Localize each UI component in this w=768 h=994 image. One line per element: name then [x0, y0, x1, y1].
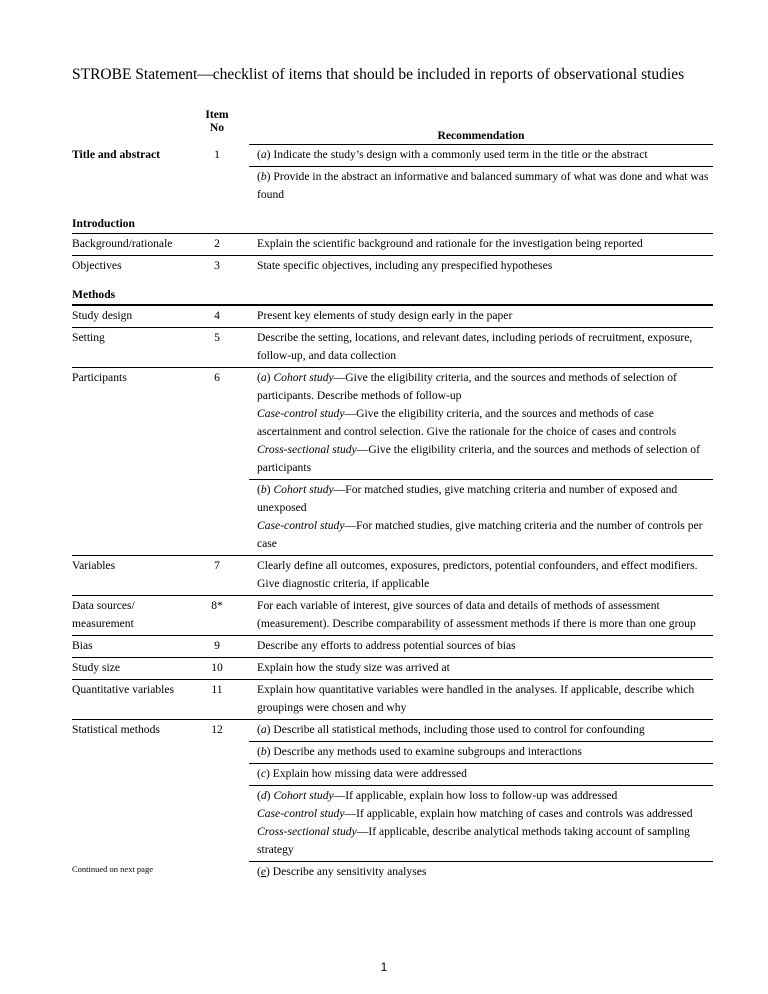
row-label: Bias [72, 639, 93, 652]
table-row [72, 720, 713, 883]
recommendation-text [257, 329, 713, 365]
recommendation-block [249, 596, 713, 635]
text-segment: Case-control study [257, 519, 345, 532]
table-row [72, 556, 713, 596]
recommendation-text [257, 235, 713, 253]
recommendation-text [257, 681, 713, 717]
row-label: Setting [72, 331, 105, 344]
recommendation-block [249, 328, 713, 367]
text-segment: —For matched studies, give matching criteria and number of exposed and unexposed [257, 483, 678, 514]
text-segment: Cohort study [273, 483, 334, 496]
item-number: 2 [214, 237, 220, 250]
row-label: Variables [72, 559, 116, 572]
text-segment: b [260, 483, 267, 496]
item-number: 6 [214, 371, 220, 384]
text-segment: e [260, 865, 267, 878]
row-label: Quantitative variables [72, 683, 175, 696]
text-segment: Cohort study [273, 371, 334, 384]
text-segment: ) Provide in the abstract an informative and balanced summary of what was done and what was found [257, 170, 709, 201]
table-row [72, 636, 713, 658]
recommendation-text [257, 557, 713, 593]
table-row [72, 596, 713, 636]
text-segment: —For matched studies, give matching criteria and the number of controls per case [257, 519, 703, 550]
recommendation-text [257, 405, 713, 441]
text-segment: —Give the eligibility criteria, and the sources and methods of case ascertainment and control selection. Give the rationale for the choice of cases and controls [257, 407, 677, 438]
recommendation-text [257, 481, 713, 517]
recommendation-cell [237, 720, 713, 883]
recommendation-cell [237, 328, 713, 367]
table-row [72, 145, 713, 206]
recommendation-block [249, 306, 713, 327]
recommendation-block [249, 256, 713, 277]
recommendation-cell [237, 658, 713, 679]
text-segment: Present key elements of study design early in the paper [257, 309, 513, 322]
recommendation-text [257, 721, 713, 739]
text-segment: State specific objectives, including any prespecified hypotheses [257, 259, 553, 272]
text-segment: ( [257, 723, 261, 736]
text-segment: ( [257, 170, 261, 183]
text-segment: ) Describe any sensitivity analyses [266, 865, 427, 878]
recommendation-text [257, 765, 713, 783]
recommendation-cell [237, 368, 713, 555]
table-header [72, 108, 713, 145]
recommendation-block [249, 742, 713, 764]
recommendation-block [249, 556, 713, 595]
text-segment: a [260, 371, 267, 384]
recommendation-block [249, 480, 713, 555]
recommendation-text [257, 823, 713, 859]
text-segment: ) Describe all statistical methods, including those used to control for confounding [266, 723, 645, 736]
table-row [72, 328, 713, 368]
text-segment: ) [266, 483, 274, 496]
recommendation-cell [237, 596, 713, 635]
text-segment: —Give the eligibility criteria, and the sources and methods of selection of participants. Describe methods of follow-up [257, 371, 677, 402]
recommendation-block [249, 720, 713, 742]
item-number: 9 [214, 639, 220, 652]
text-segment: ( [257, 483, 261, 496]
item-number: 4 [214, 309, 220, 322]
text-segment: —If applicable, explain how matching of cases and controls was addressed [344, 807, 693, 820]
text-segment: ) Describe any methods used to examine subgroups and interactions [266, 745, 582, 758]
text-segment: a [260, 723, 267, 736]
recommendation-block [249, 636, 713, 657]
recommendation-cell [237, 256, 713, 277]
text-segment: ( [257, 745, 261, 758]
text-segment: b [260, 170, 267, 183]
row-label: Background/rationale [72, 237, 173, 250]
item-number: 5 [214, 331, 220, 344]
recommendation-cell [237, 680, 713, 719]
item-number: 1 [214, 148, 220, 161]
recommendation-text [257, 168, 713, 204]
table-row [72, 368, 713, 556]
item-number: 12 [211, 723, 223, 736]
text-segment: c [260, 767, 267, 780]
text-segment: Case-control study [257, 807, 345, 820]
recommendation-text [257, 517, 713, 553]
row-label: Statistical methods [72, 723, 160, 736]
recommendation-cell [237, 306, 713, 327]
recommendation-text [257, 441, 713, 477]
text-segment: Describe the setting, locations, and relevant dates, including periods of recruitment, exposure, follow-up, and data collection [257, 331, 693, 362]
text-segment: Clearly define all outcomes, exposures, predictors, potential confounders, and effect modifiers. Give diagnostic criteria, if applicable [257, 559, 698, 590]
text-segment: For each variable of interest, give sources of data and details of methods of assessment (measurement). Describe comparability of assessment methods if there is more than one group [257, 599, 696, 630]
recommendation-text [257, 257, 713, 275]
recommendation-cell [237, 234, 713, 255]
recommendation-text [257, 805, 713, 823]
text-segment: a [260, 148, 267, 161]
text-segment: ) Explain how missing data were addressed [266, 767, 467, 780]
section-heading: Methods [72, 277, 713, 306]
text-segment: Cohort study [273, 789, 334, 802]
recommendation-cell [237, 636, 713, 657]
text-segment: ( [257, 767, 261, 780]
text-segment: —If applicable, explain how loss to follow-up was addressed [333, 789, 618, 802]
text-segment: ) Indicate the study’s design with a commonly used term in the title or the abstract [266, 148, 648, 161]
table-row [72, 658, 713, 680]
text-segment: Cross-sectional study [257, 443, 357, 456]
text-segment: d [260, 789, 267, 802]
text-segment: ( [257, 371, 261, 384]
recommendation-block [249, 368, 713, 480]
text-segment: ) [266, 371, 274, 384]
recommendation-cell [237, 145, 713, 206]
item-number: 7 [214, 559, 220, 572]
row-label: Objectives [72, 259, 122, 272]
recommendation-header: Recommendation [249, 108, 713, 145]
recommendation-text [257, 659, 713, 677]
text-segment: Case-control study [257, 407, 345, 420]
recommendation-text [257, 307, 713, 325]
recommendation-text [257, 863, 713, 881]
recommendation-block [249, 145, 713, 167]
recommendation-text [257, 743, 713, 761]
row-label: Study design [72, 309, 133, 322]
text-segment: Cross-sectional study [257, 825, 357, 838]
continued-note: Continued on next page [72, 864, 153, 874]
item-no-header: Item No [205, 108, 229, 134]
item-number: 8* [211, 599, 223, 612]
document-title: STROBE Statement—checklist of items that should be included in reports of observational studies [72, 66, 685, 83]
text-segment: —If applicable, describe analytical methods taking account of sampling strategy [257, 825, 690, 856]
recommendation-text [257, 597, 713, 633]
recommendation-block [249, 786, 713, 862]
item-number: 10 [211, 661, 223, 674]
table-row [72, 256, 713, 277]
checklist-table [72, 108, 713, 883]
recommendation-block [249, 680, 713, 719]
table-row [72, 680, 713, 720]
item-number: 11 [211, 683, 223, 696]
recommendation-text [257, 787, 713, 805]
table-row [72, 306, 713, 328]
recommendation-cell [237, 556, 713, 595]
table-row [72, 234, 713, 256]
recommendation-block [249, 862, 713, 883]
text-segment: ( [257, 148, 261, 161]
row-label: Data sources/ measurement [72, 599, 135, 630]
recommendation-text [257, 146, 713, 164]
page-number: 1 [380, 960, 388, 974]
text-segment: ( [257, 789, 261, 802]
text-segment: Explain the scientific background and rationale for the investigation being reported [257, 237, 643, 250]
text-segment: Explain how quantitative variables were handled in the analyses. If applicable, describe which groupings were chosen and why [257, 683, 695, 714]
recommendation-text [257, 637, 713, 655]
row-label: Title and abstract [72, 148, 161, 161]
section-heading: Introduction [72, 206, 713, 234]
text-segment: Explain how the study size was arrived at [257, 661, 450, 674]
row-label: Participants [72, 371, 127, 384]
text-segment: ) [266, 789, 274, 802]
text-segment: ( [257, 865, 261, 878]
row-label: Study size [72, 661, 120, 674]
recommendation-block [249, 234, 713, 255]
recommendation-block [249, 658, 713, 679]
recommendation-block [249, 764, 713, 786]
text-segment: Describe any efforts to address potential sources of bias [257, 639, 516, 652]
text-segment: b [260, 745, 267, 758]
item-number: 3 [214, 259, 220, 272]
recommendation-text [257, 369, 713, 405]
recommendation-block [249, 167, 713, 206]
text-segment: —Give the eligibility criteria, and the sources and methods of selection of participants [257, 443, 700, 474]
